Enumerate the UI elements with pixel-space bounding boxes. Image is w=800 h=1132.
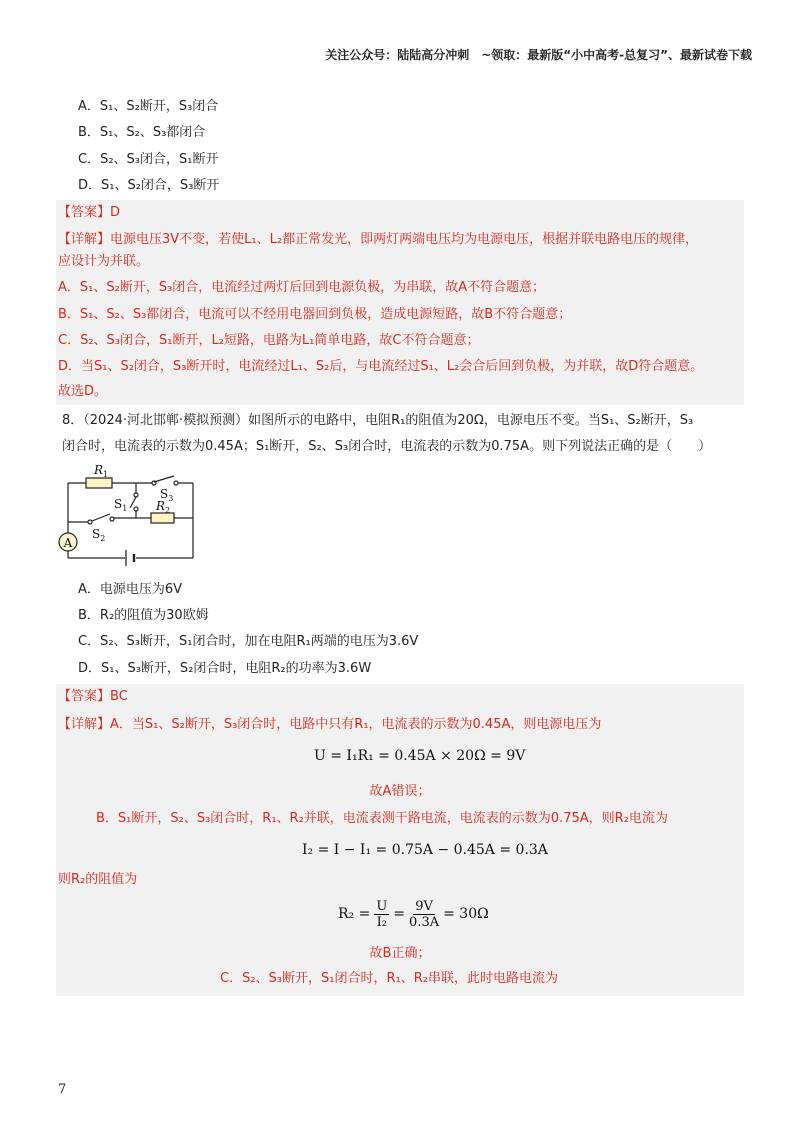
answer-label-q7: 【答案】D (58, 205, 121, 220)
detail-q8-b-result: 故B正确； (369, 946, 431, 961)
detail-q7-c: C．S₂、S₃闭合，S₁断开，L₂短路，电路为L₁简单电路，故C不符合题意； (58, 333, 480, 348)
option-c-prev: C．S₂、S₃闭合，S₁断开 (78, 152, 219, 167)
answer-box-q7 (56, 200, 744, 405)
label-s3: $S_3$ (160, 487, 174, 503)
resistor-r1 (86, 478, 112, 488)
option-a-prev: A．S₁、S₂断开，S₃闭合 (78, 99, 219, 114)
label-s1: $S_1$ (114, 497, 128, 513)
switch-s3 (152, 476, 178, 485)
question8-line1: 8．（2024·河北邯郸·模拟预测）如图所示的电路中，电阻R₁的阻值为20Ω，电源电压不变。当S₁、S₂断开，S₃ (62, 413, 694, 428)
detail-q7-a: A．S₁、S₂断开，S₃闭合，电流经过两灯后回到电源负极，为串联，故A不符合题意； (58, 280, 546, 295)
page-number: 7 (58, 1082, 67, 1097)
switch-s1 (130, 493, 138, 511)
ammeter-label: A (63, 536, 73, 550)
detail-q7-line2: 应设计为并联。 (58, 254, 150, 269)
answer-label-q8: 【答案】BC (58, 689, 128, 704)
option-d-prev: D．S₁、S₂闭合，S₃断开 (78, 178, 220, 193)
page-header: 关注公众号：陆陆高分冲刺 ~领取：最新版“小中高考-总复习”、最新试卷下载 (325, 48, 752, 62)
formula-r2-lhs: R₂ = (338, 906, 371, 922)
battery-icon (126, 550, 134, 566)
formula-voltage: U = I₁R₁ = 0.45A × 20Ω = 9V (314, 748, 526, 764)
fraction-9v-over-03a: $\frac{9V}{0.3A}$ (409, 898, 440, 930)
circuit-diagram (56, 458, 206, 566)
option-b-prev: B．S₁、S₂、S₃都闭合 (78, 125, 206, 140)
label-s2: $S_2$ (92, 527, 106, 543)
detail-q7-d: D．当S₁、S₂闭合，S₃断开时，电流经过L₁、S₂后，与电流经过S₁、L₂会合后回到负极，为并联，故D符合题意。 (58, 359, 704, 374)
answer-box-q8 (56, 684, 744, 996)
option-b-q8: B．R₂的阻值为30欧姆 (78, 608, 209, 623)
resistor-r2 (151, 513, 174, 523)
detail-q7-line1: 【详解】电源电压3V不变，若使L₁、L₂都正常发光，即两灯两端电压均为电源电压，根据并联电路电压的规律， (58, 232, 699, 247)
label-r2: $R_2$ (156, 499, 171, 515)
detail-q8-r2-line: 则R₂的阻值为 (58, 872, 138, 887)
formula-current: I₂ = I − I₁ = 0.75A − 0.45A = 0.3A (302, 842, 548, 858)
detail-q8-c: C．S₂、S₃断开，S₁闭合时，R₁、R₂串联，此时电路电流为 (220, 971, 558, 986)
detail-q7-conclusion: 故选D。 (58, 384, 108, 399)
switch-s2 (88, 514, 114, 524)
formula-resistance: R₂ = $\frac{U}{\text{I₂}}$ = $\frac{9V}{0.3A}$ = 30Ω (338, 898, 489, 930)
label-r1: $R_1$ (94, 463, 109, 479)
fraction-u-over-i2: $\frac{U}{\text{I₂}}$ (376, 898, 388, 930)
detail-q8-b: B．S₁断开，S₂、S₃闭合时，R₁、R₂并联，电流表测干路电流，电流表的示数为0.75A，则R₂电流为 (96, 811, 668, 826)
option-a-q8: A．电源电压为6V (78, 582, 183, 597)
detail-q7-b: B．S₁、S₂、S₃都闭合，电流可以不经用电器回到负极，造成电源短路，故B不符合题意； (58, 307, 572, 322)
detail-q8-a: 【详解】A．当S₁、S₂断开，S₃闭合时，电路中只有R₁，电流表的示数为0.45A，则电源电压为 (58, 717, 602, 732)
option-d-q8: D．S₁、S₃断开，S₂闭合时，电阻R₂的功率为3.6W (78, 661, 372, 676)
question8-line2: 闭合时，电流表的示数为0.45A；S₁断开，S₂、S₃闭合时，电流表的示数为0.75A。则下列说法正确的是（ ） (62, 439, 712, 454)
detail-q8-a-result: 故A错误； (369, 784, 431, 799)
option-c-q8: C．S₂、S₃断开，S₁闭合时，加在电阻R₁两端的电压为3.6V (78, 634, 419, 649)
